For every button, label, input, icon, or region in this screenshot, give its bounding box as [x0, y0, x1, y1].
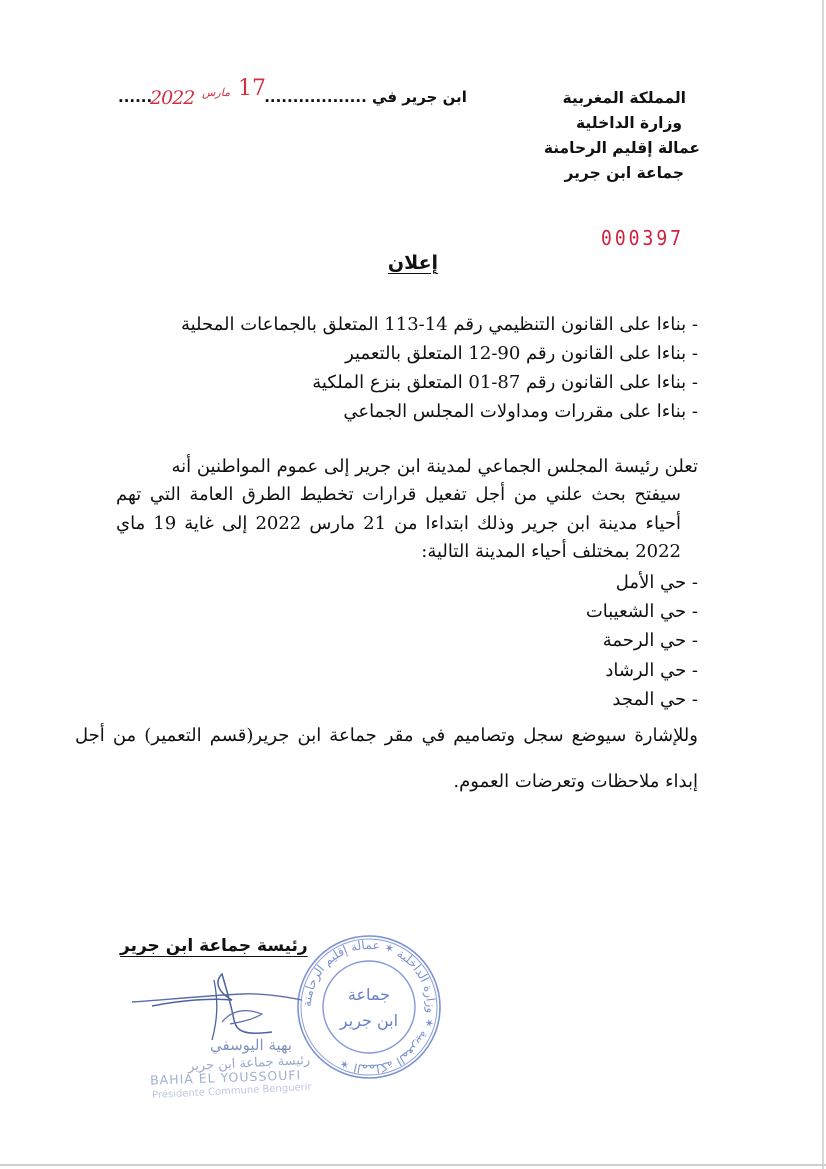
- page-edge: [822, 0, 824, 1169]
- signer-title: رئيسة جماعة ابن جرير: [120, 936, 308, 956]
- date-stamp-day: 17: [238, 76, 266, 101]
- date-stamp-month: مارس: [202, 86, 230, 99]
- official-seal: [296, 934, 442, 1080]
- district-item: - حي الرشاد: [605, 659, 698, 681]
- legal-basis-list: [181, 310, 698, 426]
- letterhead: [543, 86, 700, 186]
- seal-center-bottom: ابن جرير: [339, 1011, 399, 1030]
- letterhead-ministry: وزارة الداخلية: [576, 114, 682, 132]
- district-item: - حي الأمل: [615, 572, 698, 593]
- date-dots-left: ......: [118, 88, 153, 106]
- signer-name-latin: BAHIA EL YOUSSOUFI: [149, 1067, 302, 1088]
- letterhead-commune: جماعة ابن جرير: [564, 164, 684, 182]
- legal-basis-item: - بناءا على القانون رقم 87-01 المتعلق بنزع الملكية: [312, 372, 698, 393]
- letterhead-prefecture: عمالة إقليم الرحامنة: [543, 139, 700, 157]
- district-item: - حي المجد: [612, 688, 698, 710]
- districts-list: [586, 568, 698, 714]
- announcement-first-line: [103, 452, 698, 481]
- signer-role-latin: Présidente Commune Benguerir: [151, 1081, 312, 1102]
- page-bottom-edge: [0, 1164, 826, 1166]
- date-dots-right: ..................: [264, 88, 367, 106]
- seal-center-top: جماعة: [347, 985, 391, 1004]
- closing-note: وللإشارة سيوضع سجل وتصاميم في مقر جماعة ابن جرير(قسم التعمير) من أجل إبداء ملاحظات وتعرضات العموم.: [75, 725, 698, 792]
- document-title-text: إعلان: [387, 252, 439, 274]
- seal-ring-text: المملكة المغربية ✶ وزارة الداخلية ✶ عمالة إقليم الرحامنة ✶: [299, 937, 439, 1077]
- announcement-first-line-text: تعلن رئيسة المجلس الجماعي لمدينة ابن جرير إلى عموم المواطنين أنه: [171, 456, 698, 477]
- document-title: [0, 252, 826, 274]
- place-label: ابن جرير في: [372, 88, 467, 106]
- legal-basis-item: - بناءا على مقررات ومداولات المجلس الجماعي: [343, 401, 698, 422]
- letterhead-kingdom: المملكة المغربية: [562, 89, 686, 107]
- legal-basis-item: - بناءا على القانون رقم 90-12 المتعلق بالتعمير: [345, 343, 698, 364]
- signer-name-ar: بهية اليوسفي: [210, 1036, 293, 1054]
- date-stamp-year: 2022: [150, 87, 195, 109]
- registration-number: 000397: [601, 226, 685, 251]
- announcement-body: سيفتح بحث علني من أجل تفعيل قرارات تخطيط الطرق العامة التي تهم أحياء مدينة ابن جرير وذلك ابتداءا من 21 مارس 2022 إلى غاية 19 ماي 2022 بمختلف أحياء المدينة التالية:: [116, 484, 681, 562]
- district-item: - حي الرحمة: [602, 630, 698, 652]
- date-stamp: [146, 76, 276, 108]
- signer-role-ar: رئيسة جماعة ابن جرير: [187, 1052, 311, 1075]
- district-item: - حي الشعيبات: [585, 601, 698, 623]
- legal-basis-item: - بناءا على القانون التنظيمي رقم 14-113 المتعلق بالجماعات المحلية: [180, 314, 698, 335]
